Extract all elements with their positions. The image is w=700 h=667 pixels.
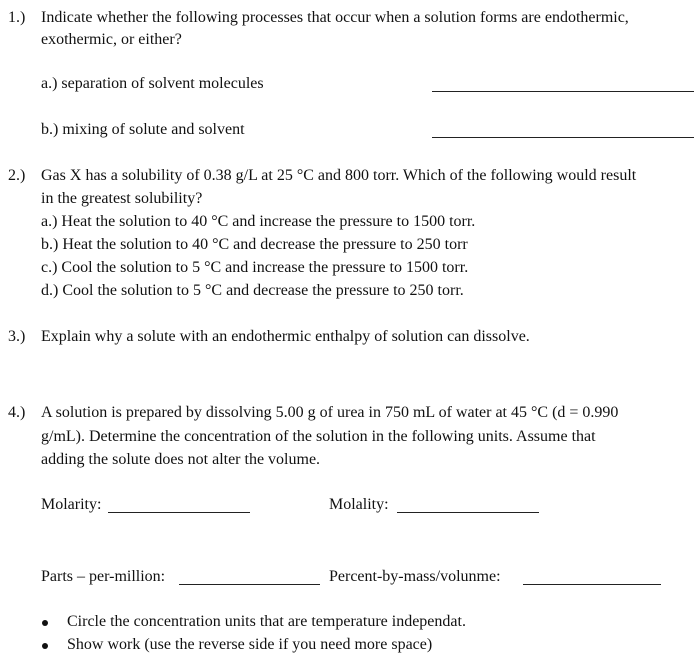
percent-label: Percent-by-mass/volunme: [329,568,501,585]
molarity-label: Molarity: [41,496,102,513]
q2-number: 2.) [8,167,26,184]
q2-option-c: c.) Cool the solution to 5 °C and increase the pressure to 1500 torr. [41,259,469,276]
q4-number: 4.) [8,404,26,421]
q2-text-line1: Gas X has a solubility of 0.38 g/L at 25 °C and 800 torr. Which of the following would result [41,167,637,184]
q3-text: Explain why a solute with an endothermic enthalpy of solution can dissolve. [41,328,530,345]
molality-answer-blank[interactable] [397,512,539,513]
q2-option-b: b.) Heat the solution to 40 °C and decrease the pressure to 250 torr [41,236,468,253]
ppm-label: Parts – per-million: [41,568,166,585]
note-circle-units: Circle the concentration units that are temperature independat. [67,613,466,630]
ppm-answer-blank[interactable] [179,584,320,585]
percent-answer-blank[interactable] [523,584,661,585]
q4-text-line1: A solution is prepared by dissolving 5.00 g of urea in 750 mL of water at 45 °C (d = 0.990 [41,404,619,421]
bullet-dot-icon [42,643,48,649]
q3-number: 3.) [8,328,26,345]
q2-text-line2: in the greatest solubility? [41,190,203,207]
bullet-dot-icon [42,620,48,626]
q1-part-a-answer-blank[interactable] [432,91,694,92]
q1-number: 1.) [8,9,26,26]
q4-text-line3: adding the solute does not alter the volume. [41,451,321,468]
molality-label: Molality: [329,496,389,513]
q1-part-b: b.) mixing of solute and solvent [41,121,245,138]
note-show-work: Show work (use the reverse side if you need more space) [67,636,433,653]
q1-part-b-answer-blank[interactable] [432,137,694,138]
q2-option-d: d.) Cool the solution to 5 °C and decrease the pressure to 250 torr. [41,282,464,299]
molarity-answer-blank[interactable] [108,512,250,513]
q4-text-line2: g/mL). Determine the concentration of the solution in the following units. Assume that [41,428,596,445]
q2-option-a: a.) Heat the solution to 40 °C and increase the pressure to 1500 torr. [41,213,476,230]
q1-text-line2: exothermic, or either? [41,31,182,48]
q1-text-line1: Indicate whether the following processes that occur when a solution forms are endothermic, [41,9,629,26]
q1-part-a: a.) separation of solvent molecules [41,75,264,92]
